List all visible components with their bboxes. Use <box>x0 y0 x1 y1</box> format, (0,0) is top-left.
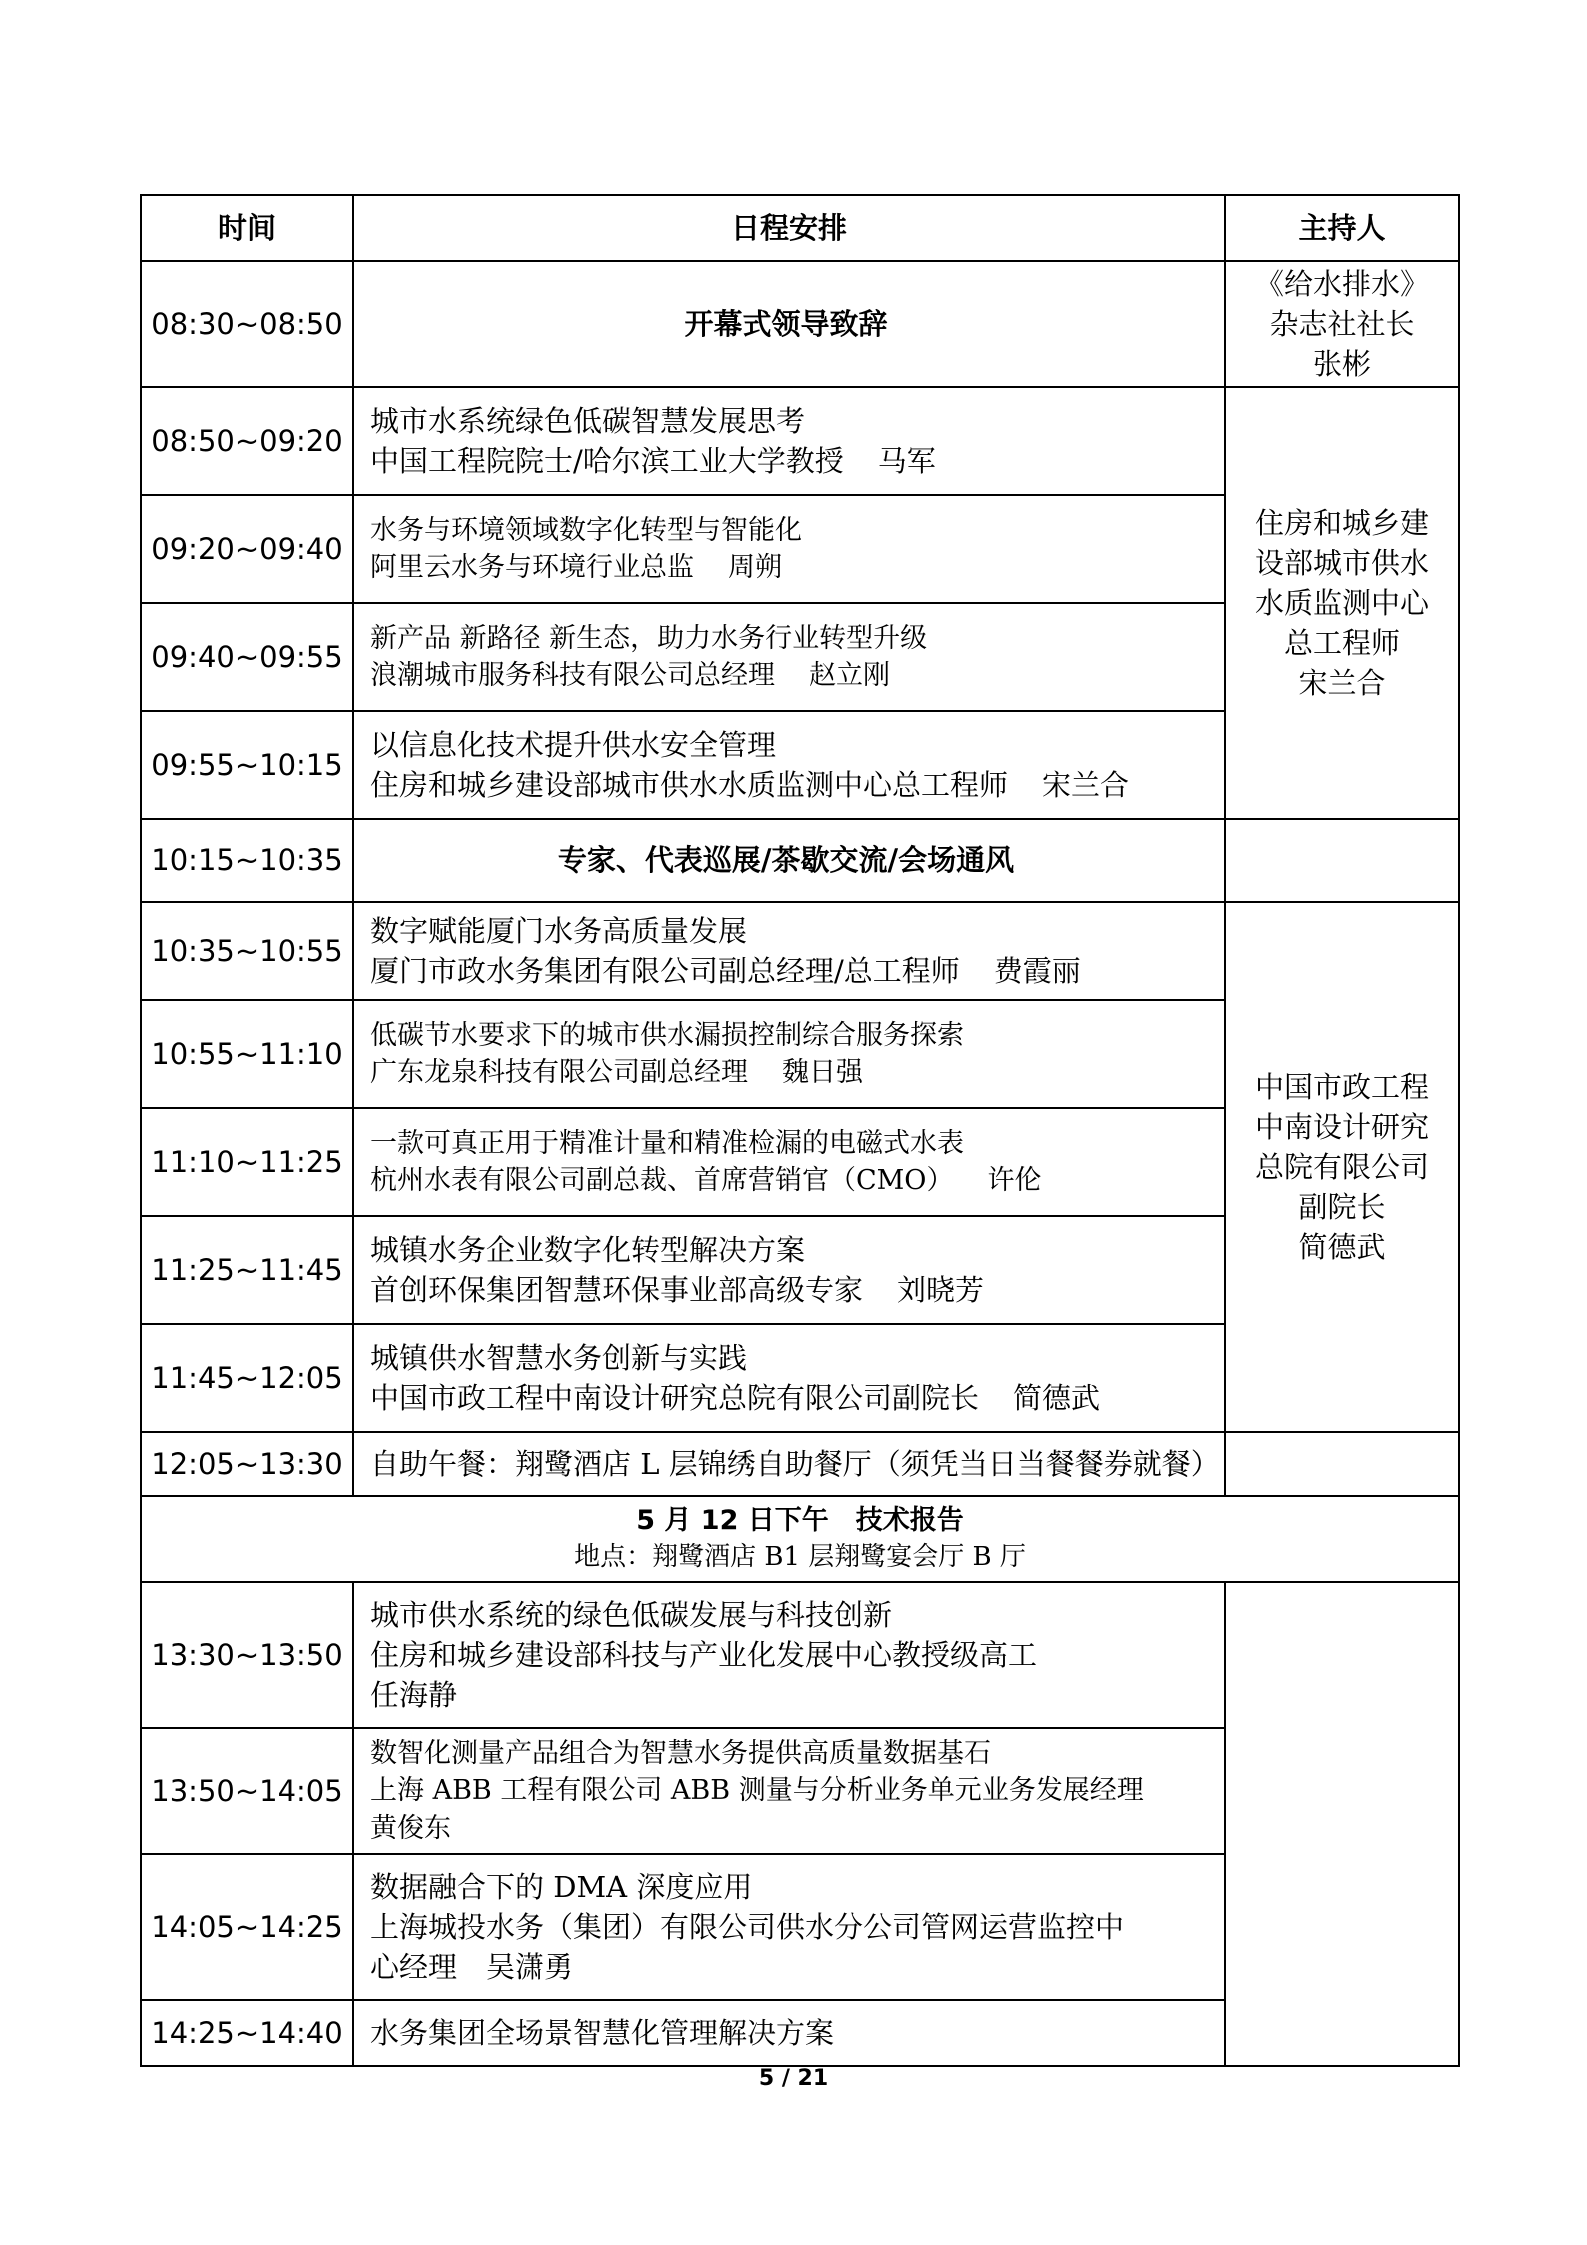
host-line: 简德武 <box>1298 1230 1386 1265</box>
host-line: 中南设计研究 <box>1254 1109 1429 1144</box>
time-cell: 08:30~08:50 <box>141 261 353 387</box>
host-line: 总院有限公司 <box>1254 1149 1429 1184</box>
talk-title: 水务与环境领域数字化转型与智能化 <box>370 514 802 546</box>
opening-title: 开幕式领导致辞 <box>353 261 1225 387</box>
break-title: 专家、代表巡展/茶歇交流/会场通风 <box>353 819 1225 902</box>
program-line: 上海城投水务（集团）有限公司供水分公司管网运营监控中 <box>370 1909 1125 1944</box>
speaker-affiliation: 中国市政工程中南设计研究总院有限公司副院长 <box>370 1381 980 1415</box>
table-row <box>141 1582 1459 1728</box>
speaker-affiliation: 中国工程院院士/哈尔滨工业大学教授 <box>370 444 844 478</box>
speaker-line <box>370 951 1218 991</box>
talk-title: 以信息化技术提升供水安全管理 <box>370 727 777 762</box>
host-line: 总工程师 <box>1283 626 1400 660</box>
speaker-name: 宋兰合 <box>1042 768 1130 802</box>
time-cell: 10:15~10:35 <box>141 819 353 902</box>
time-cell: 09:55~10:15 <box>141 711 353 819</box>
host-cell-empty <box>1225 1432 1459 1496</box>
time-cell: 11:25~11:45 <box>141 1216 353 1324</box>
program-cell <box>353 603 1225 711</box>
table-row <box>141 902 1459 1000</box>
speaker-line <box>370 1054 1218 1091</box>
program-cell <box>353 1216 1225 1324</box>
speaker-line <box>370 657 1218 694</box>
host-cell <box>1225 261 1459 387</box>
speaker-name: 许伦 <box>987 1165 1042 1196</box>
host-line: 杂志社社长 <box>1269 306 1415 341</box>
session-location: 地点：翔鹭酒店 B1 层翔鹭宴会厅 B 厅 <box>574 1541 1026 1572</box>
header-host: 主持人 <box>1225 195 1459 261</box>
host-line: 《给水排水》 <box>1254 266 1429 301</box>
time-cell: 10:35~10:55 <box>141 902 353 1000</box>
time-cell: 11:10~11:25 <box>141 1108 353 1216</box>
speaker-affiliation: 住房和城乡建设部城市供水水质监测中心总工程师 <box>370 768 1009 802</box>
talk-title: 低碳节水要求下的城市供水漏损控制综合服务探索 <box>370 1019 964 1051</box>
host-cell <box>1225 902 1459 1432</box>
speaker-name: 刘晓芳 <box>897 1273 985 1307</box>
speaker-line <box>370 1162 1218 1199</box>
program-cell <box>353 1728 1225 1854</box>
program-line: 上海 ABB 工程有限公司 ABB 测量与分析业务单元业务发展经理 <box>370 1775 1144 1807</box>
talk-title: 城镇水务企业数字化转型解决方案 <box>370 1232 806 1267</box>
host-cell-empty <box>1225 1582 1459 2066</box>
table-header-row <box>141 195 1459 261</box>
talk-title: 城市水系统绿色低碳智慧发展思考 <box>370 403 806 438</box>
program-line: 黄俊东 <box>370 1812 451 1844</box>
host-line: 张彬 <box>1312 347 1371 381</box>
speaker-affiliation: 阿里云水务与环境行业总监 <box>370 552 694 583</box>
program-line: 水务集团全场景智慧化管理解决方案 <box>370 2015 835 2050</box>
speaker-name: 马军 <box>877 444 936 478</box>
host-line: 宋兰合 <box>1298 666 1386 701</box>
header-program: 日程安排 <box>353 195 1225 261</box>
program-line: 住房和城乡建设部科技与产业化发展中心教授级高工 <box>370 1637 1038 1672</box>
speaker-affiliation: 杭州水表有限公司副总裁、首席营销官（CMO） <box>370 1165 954 1196</box>
table-row <box>141 819 1459 902</box>
speaker-line <box>370 441 1218 481</box>
speaker-line <box>370 1378 1218 1418</box>
host-line: 中国市政工程 <box>1254 1069 1429 1104</box>
table-row <box>141 1432 1459 1496</box>
session-header-row <box>141 1496 1459 1582</box>
program-line: 数智化测量产品组合为智慧水务提供高质量数据基石 <box>370 1738 991 1770</box>
table-row <box>141 387 1459 495</box>
time-cell: 10:55~11:10 <box>141 1000 353 1108</box>
program-line: 数据融合下的 DMA 深度应用 <box>370 1869 753 1904</box>
page-number: 5 / 21 <box>758 2066 829 2091</box>
table-row <box>141 261 1459 387</box>
lunch-cell: 自助午餐：翔鹭酒店 L 层锦绣自助餐厅（须凭当日当餐餐券就餐） <box>353 1432 1225 1496</box>
talk-title: 城镇供水智慧水务创新与实践 <box>370 1340 748 1375</box>
program-cell <box>353 2000 1225 2066</box>
time-cell: 14:25~14:40 <box>141 2000 353 2066</box>
session-title: 5 月 12 日下午 技术报告 <box>636 1505 964 1537</box>
program-cell <box>353 711 1225 819</box>
talk-title: 一款可真正用于精准计量和精准检漏的电磁式水表 <box>370 1127 964 1159</box>
program-line: 城市供水系统的绿色低碳发展与科技创新 <box>370 1597 893 1632</box>
session-header <box>141 1496 1459 1582</box>
time-cell: 09:20~09:40 <box>141 495 353 603</box>
program-cell <box>353 1854 1225 2000</box>
program-cell <box>353 1108 1225 1216</box>
host-line: 副院长 <box>1298 1190 1386 1224</box>
program-cell <box>353 1000 1225 1108</box>
time-cell: 09:40~09:55 <box>141 603 353 711</box>
speaker-name: 魏日强 <box>782 1057 863 1088</box>
program-cell <box>353 495 1225 603</box>
program-cell <box>353 902 1225 1000</box>
speaker-affiliation: 厦门市政水务集团有限公司副总经理/总工程师 <box>370 954 960 988</box>
speaker-line <box>370 549 1218 586</box>
speaker-name: 费霞丽 <box>993 954 1081 988</box>
host-line: 水质监测中心 <box>1254 585 1429 620</box>
host-cell <box>1225 387 1459 819</box>
program-line: 心经理 吴潇勇 <box>370 1950 574 1984</box>
speaker-affiliation: 浪潮城市服务科技有限公司总经理 <box>370 660 775 691</box>
speaker-name: 简德武 <box>1013 1381 1101 1415</box>
host-line: 住房和城乡建 <box>1254 505 1429 540</box>
time-cell: 12:05~13:30 <box>141 1432 353 1496</box>
speaker-line <box>370 1270 1218 1310</box>
header-time: 时间 <box>141 195 353 261</box>
speaker-affiliation: 首创环保集团智慧环保事业部高级专家 <box>370 1273 864 1307</box>
program-cell <box>353 1324 1225 1432</box>
speaker-line <box>370 765 1218 805</box>
time-cell: 08:50~09:20 <box>141 387 353 495</box>
speaker-affiliation: 广东龙泉科技有限公司副总经理 <box>370 1057 748 1088</box>
speaker-name: 赵立刚 <box>809 660 890 691</box>
host-cell-empty <box>1225 819 1459 902</box>
program-line: 任海静 <box>370 1678 458 1712</box>
talk-title: 新产品 新路径 新生态，助力水务行业转型升级 <box>370 622 928 654</box>
program-cell <box>353 1582 1225 1728</box>
schedule-table <box>140 194 1460 2067</box>
time-cell: 13:30~13:50 <box>141 1582 353 1728</box>
host-line: 设部城市供水 <box>1254 545 1429 580</box>
time-cell: 13:50~14:05 <box>141 1728 353 1854</box>
time-cell: 14:05~14:25 <box>141 1854 353 2000</box>
time-cell: 11:45~12:05 <box>141 1324 353 1432</box>
talk-title: 数字赋能厦门水务高质量发展 <box>370 913 748 948</box>
speaker-name: 周朔 <box>728 552 782 583</box>
program-cell <box>353 387 1225 495</box>
